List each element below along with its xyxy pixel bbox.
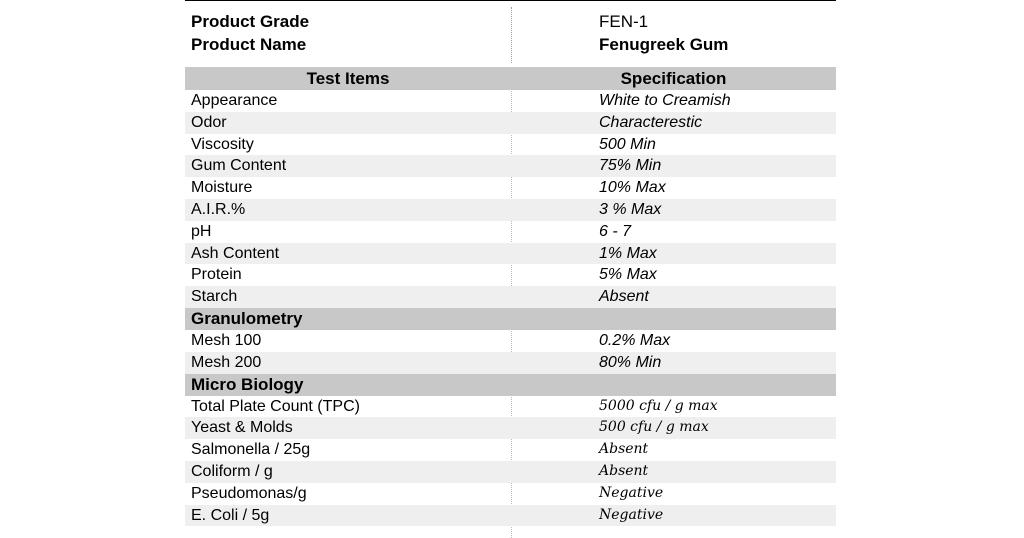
test-item: Protein [191, 266, 242, 284]
spec-value: 0.2% Max [599, 331, 671, 349]
table-row [185, 352, 836, 374]
spec-value: 5000 cfu / g max [599, 397, 718, 414]
table-row [185, 505, 836, 527]
table-row [185, 286, 836, 308]
table-header-row [185, 67, 836, 90]
product-name-value: Fenugreek Gum [599, 35, 729, 54]
test-item: Ash Content [191, 244, 280, 262]
spec-value: Negative [599, 484, 664, 501]
test-items-header: Test Items [306, 69, 390, 88]
table-row [185, 134, 836, 156]
spec-value: 500 cfu / g max [599, 419, 709, 436]
table-row [185, 199, 836, 221]
test-item: Salmonella / 25g [191, 441, 311, 459]
spec-value: 5% Max [599, 266, 657, 284]
section-title: Granulometry [191, 308, 303, 328]
product-name-label: Product Name [191, 35, 307, 54]
table-row [185, 155, 836, 177]
spec-value: Absent [599, 462, 649, 479]
table-row [185, 264, 836, 286]
test-item: Mesh 100 [191, 331, 262, 349]
test-item: Viscosity [191, 135, 254, 153]
spec-sheet [185, 0, 836, 537]
table-row [185, 396, 836, 418]
test-item: Coliform / g [191, 462, 273, 480]
spec-value: Absent [599, 288, 649, 306]
test-item: Gum Content [191, 157, 287, 175]
table-row [185, 439, 836, 461]
test-item: Odor [191, 113, 227, 131]
product-grade-label: Product Grade [191, 12, 310, 31]
section-header-granulometry [185, 308, 836, 330]
product-grade-row [185, 11, 836, 33]
table-row [185, 112, 836, 134]
spec-value: White to Creamish [599, 92, 731, 109]
spec-value: 6 - 7 [599, 222, 632, 240]
table-row [185, 221, 836, 243]
test-item: pH [191, 222, 212, 240]
spec-table [185, 67, 836, 526]
table-row [185, 330, 836, 352]
test-item: Moisture [191, 179, 253, 197]
table-row [185, 483, 836, 505]
test-item: Mesh 200 [191, 353, 262, 371]
product-name-row [185, 34, 836, 56]
specification-header: Specification [620, 69, 727, 88]
section-header-micro-biology [185, 374, 836, 396]
test-item: E. Coli / 5g [191, 506, 270, 524]
spec-value: Negative [599, 506, 664, 523]
test-item: Appearance [191, 92, 278, 109]
product-header [185, 1, 836, 65]
spec-value: 1% Max [599, 244, 657, 262]
table-row [185, 90, 836, 112]
spec-value: 500 Min [599, 135, 656, 153]
spec-value: 10% Max [599, 179, 666, 197]
product-grade-value: FEN-1 [599, 12, 649, 31]
test-item: Pseudomonas/g [191, 484, 307, 502]
table-row [185, 243, 836, 265]
spec-value: Characterestic [599, 113, 703, 131]
table-row [185, 461, 836, 483]
table-row [185, 417, 836, 439]
spec-value: Absent [599, 441, 649, 458]
test-item: A.I.R.% [191, 200, 246, 218]
spec-value: 80% Min [599, 353, 662, 371]
spec-value: 75% Min [599, 157, 662, 175]
test-item: Yeast & Molds [191, 419, 293, 437]
test-item: Starch [191, 288, 238, 306]
section-title: Micro Biology [191, 374, 304, 394]
table-row [185, 177, 836, 199]
spec-value: 3 % Max [599, 200, 662, 218]
test-item: Total Plate Count (TPC) [191, 397, 360, 415]
